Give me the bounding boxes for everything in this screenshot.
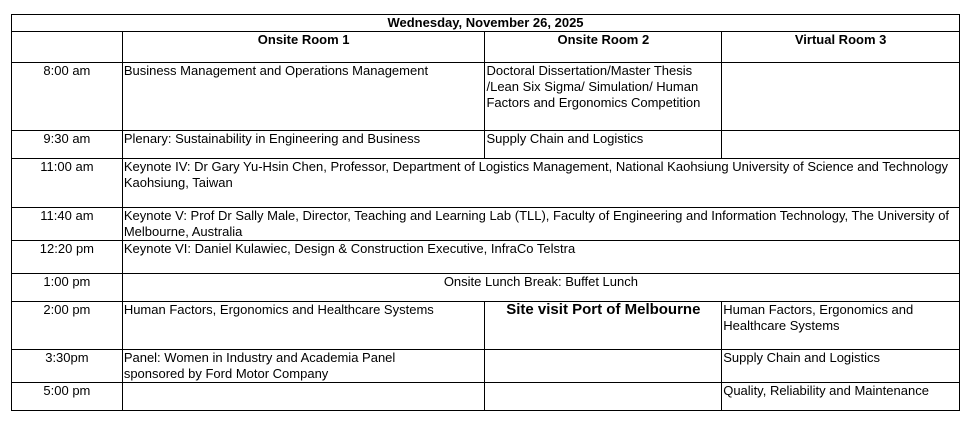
keynote-session (122, 159, 959, 208)
schedule-table (11, 14, 960, 411)
time-cell: 12:20 pm (12, 241, 123, 274)
keynote-line: Keynote IV: Dr Gary Yu-Hsin Chen, Professor, Department of Logistics Management, National Kaohsiung University of Science and Technology (123, 159, 949, 174)
day-title-row (12, 15, 960, 32)
header-room-3: Virtual Room 3 (722, 32, 960, 63)
header-room-1: Onsite Room 1 (122, 32, 485, 63)
room1-session (122, 350, 485, 383)
room2-session (485, 383, 722, 411)
room3-session: Human Factors, Ergonomics and Healthcare Systems (722, 302, 960, 350)
table-row (12, 63, 960, 131)
room2-session: Doctoral Dissertation/Master Thesis /Lean Six Sigma/ Simulation/ Human Factors and Ergonomics Competition (485, 63, 722, 131)
table-row (12, 302, 960, 350)
lunch-break: Onsite Lunch Break: Buffet Lunch (122, 274, 959, 302)
time-cell: 11:40 am (12, 208, 123, 241)
time-cell: 1:00 pm (12, 274, 123, 302)
time-cell: 5:00 pm (12, 383, 123, 411)
room1-session: Human Factors, Ergonomics and Healthcare Systems (122, 302, 485, 350)
panel-line: Panel: Women in Industry and Academia Panel (123, 350, 396, 365)
time-cell: 9:30 am (12, 131, 123, 159)
room1-session (122, 383, 485, 411)
keynote-session: Keynote VI: Daniel Kulawiec, Design & Construction Executive, InfraCo Telstra (122, 241, 959, 274)
room1-session: Business Management and Operations Management (122, 63, 485, 131)
table-row (12, 208, 960, 241)
room2-session (485, 350, 722, 383)
table-row (12, 131, 960, 159)
table-row (12, 274, 960, 302)
time-cell: 11:00 am (12, 159, 123, 208)
keynote-line: Kaohsiung, Taiwan (123, 175, 233, 190)
time-cell: 8:00 am (12, 63, 123, 131)
panel-line: sponsored by Ford Motor Company (123, 366, 329, 381)
table-row (12, 383, 960, 411)
header-row (12, 32, 960, 63)
room3-session: Supply Chain and Logistics (722, 350, 960, 383)
table-row (12, 350, 960, 383)
keynote-session: Keynote V: Prof Dr Sally Male, Director, Teaching and Learning Lab (TLL), Faculty of Engineering and Information Technology, The University of Melbourne, Australia (122, 208, 959, 241)
room3-session (722, 63, 960, 131)
header-time (12, 32, 123, 63)
table-row (12, 159, 960, 208)
time-cell: 3:30pm (12, 350, 123, 383)
room3-session: Quality, Reliability and Maintenance (722, 383, 960, 411)
header-room-2: Onsite Room 2 (485, 32, 722, 63)
table-row (12, 241, 960, 274)
time-cell: 2:00 pm (12, 302, 123, 350)
room2-session: Supply Chain and Logistics (485, 131, 722, 159)
room1-session: Plenary: Sustainability in Engineering and Business (122, 131, 485, 159)
day-title: Wednesday, November 26, 2025 (12, 15, 960, 32)
room3-session (722, 131, 960, 159)
site-visit: Site visit Port of Melbourne (485, 302, 722, 350)
